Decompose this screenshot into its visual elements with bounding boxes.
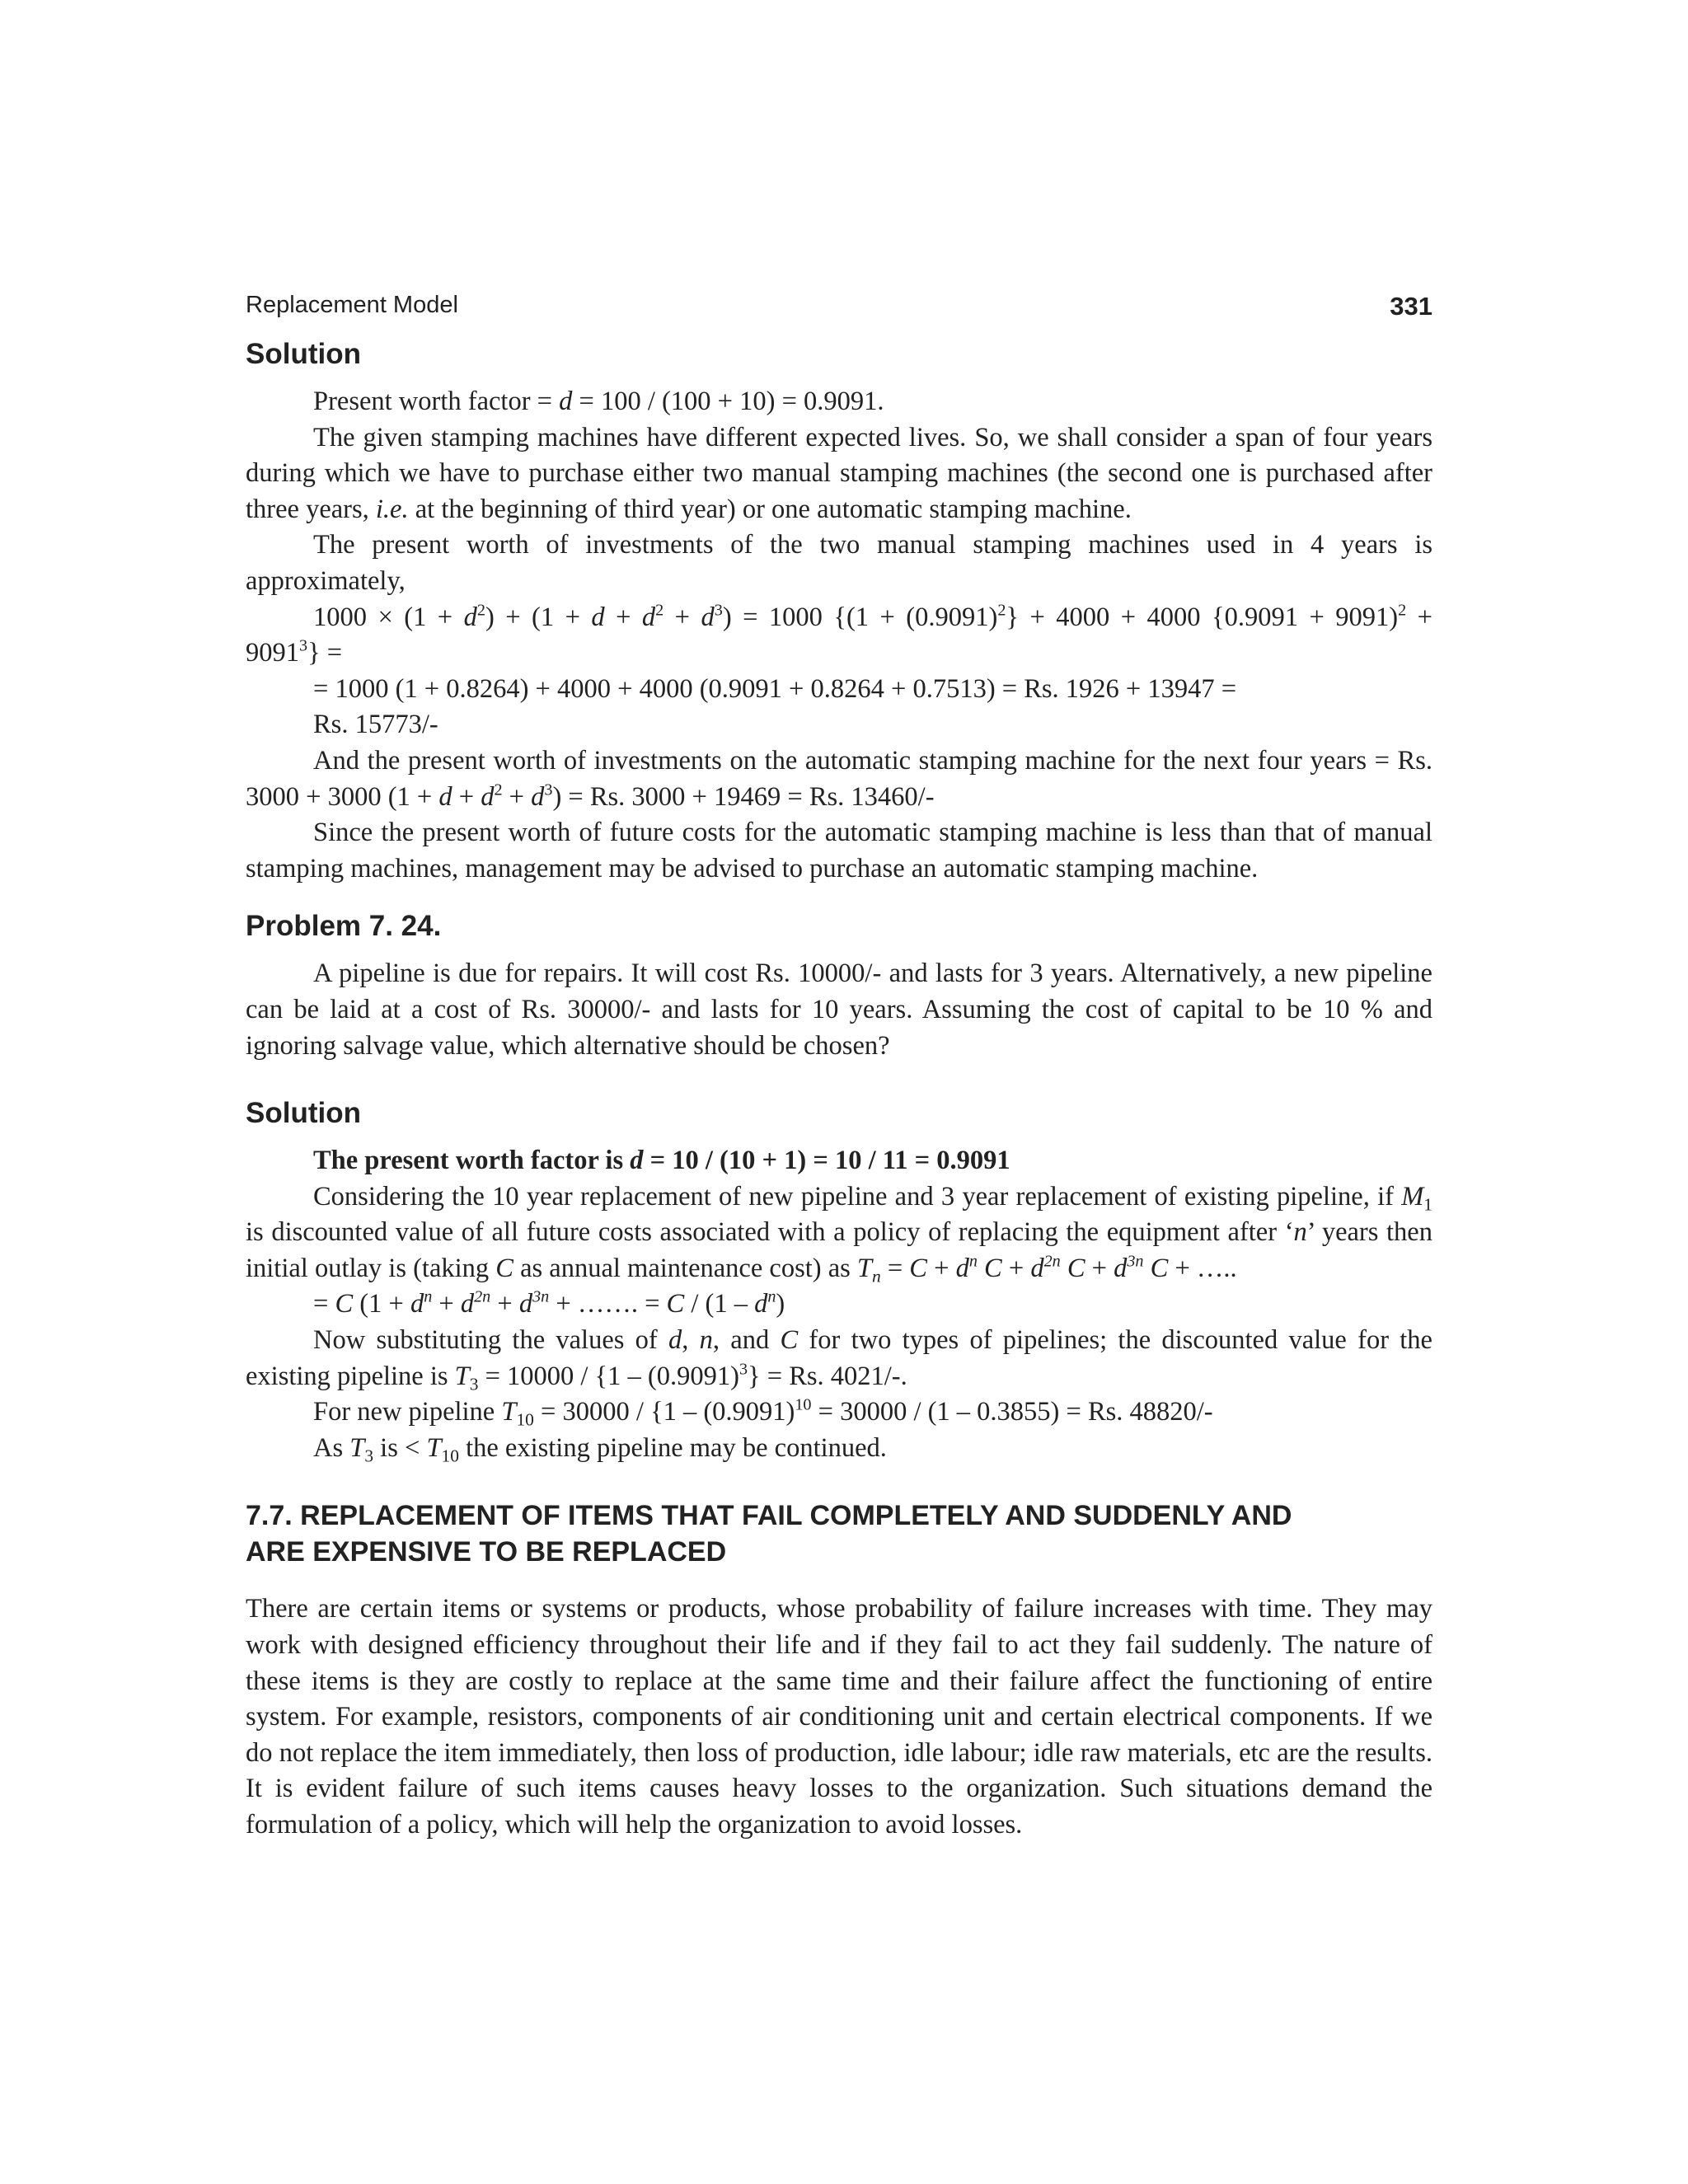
- equation-manual-1: $1000 \times (1 + d^2) + (1 + d + d^2 + d^3) = 1000$ {$(1 + (0.9091)^2\} + 4000 + 4000$ {0.9091 + 9091)$^2$ +: [313, 601, 1432, 632]
- equation-new-pipeline: For new pipeline $T_{10} = 30000 / \{1 - (0.9091)^{10} = 30000 / (1 - 0.3855) = Rs$. 48820/-: [313, 1395, 1213, 1430]
- problem-text: A pipeline is due for repairs. It will cost Rs. 10000/- and lasts for 3 years. Alternatively, a new pipeline can be laid at a cost of Rs. 30000/- and lasts for 10 years. Assuming the cost of capital to be 10 % and ignoring salvage value, which alternative should be chosen?: [246, 958, 1432, 1061]
- equation-manual-2: = 1000 (1 + 0.8264) + 4000 + 4000 (0.9091 + 0.8264 + 0.7513) = Rs. 1926 + 13947 =: [313, 673, 1237, 704]
- paragraph-conclusion: Since the present worth of future costs for the automatic stamping machine is less than that of manual stamping machines, management may be advised to purchase an automatic stamping machine.: [246, 818, 1432, 883]
- worth-factor-line: Present worth factor = d = 100 / (100 + 10) = 0.9091.: [313, 387, 884, 416]
- page-content: [246, 288, 1432, 1844]
- paragraph-automatic-worth: And the present worth of investments on the automatic stamping machine for the next four years = Rs. 3000 + 3000 $(1 + d + d^2 + d^3) = Rs$. 3000 + 19469 = Rs. 13460/-: [246, 745, 1432, 812]
- running-head-title: Replacement Model: [246, 292, 458, 318]
- pipeline-conclusion: As $T_3$ is < $T_{10}$ the existing pipeline may be continued.: [313, 1432, 887, 1466]
- problem-heading: Problem 7. 24.: [246, 910, 442, 943]
- paragraph-manual-worth: The present worth of investments of the two manual stamping machines used in 4 years is approximately,: [246, 530, 1432, 596]
- worth-factor-bold: The present worth factor is d = 10 / (10 + 1) = 10 / 11 = 0.9091: [313, 1146, 1010, 1176]
- solution-heading: Solution: [246, 338, 361, 370]
- section-text: There are certain items or systems or products, whose probability of failure increases with time. They may work with designed efficiency throughout their life and if they fail to act they fail suddenly. The nature of these items is they are costly to replace at the same time and their failure affect the functioning of entire system. For example, resistors, components of air conditioning unit and certain electrical components. If we do not replace the item immediately, then loss of production, idle labour; idle raw materials, etc are the results. It is evident failure of such items causes heavy losses to the organization. Such situations demand the formulation of a policy, which will help the organization to avoid losses.: [246, 1594, 1432, 1840]
- running-head: [246, 288, 1432, 330]
- paragraph-existing-pipeline: Now substituting the values of d, n, and C for two types of pipelines; the discounted value for the existing pipeline is $T_3 = 10000 / \{1 - (0.9091)^3\} = Rs$. 4021/-.: [246, 1325, 1432, 1394]
- solution-heading-2: Solution: [246, 1097, 361, 1130]
- paragraph-span: The given stamping machines have different expected lives. So, we shall consider a span of four years during which we have to purchase either two manual stamping machines (the second one is purchased after three years, i.e. at the beginning of third year) or one automatic stamping machine.: [246, 422, 1432, 524]
- equation-manual-result: Rs. 15773/-: [313, 710, 438, 740]
- page-number: 331: [1390, 292, 1432, 321]
- paragraph-pipeline-policy: Considering the 10 year replacement of new pipeline and 3 year replacement of existing pipeline, if $M_1$ is discounted value of all future costs associated with a policy of replacing the equipment after ‘n’ years then initial outlay is (taking C as annual maintenance cost) as $T_n = C + d^n$ $C + d^{2n}$ $C + d^{3n}$ C + …..: [246, 1181, 1432, 1286]
- equation-manual-1-cont: $9091^3$} =: [246, 636, 343, 668]
- section-heading: 7.7. REPLACEMENT OF ITEMS THAT FAIL COMPLETELY AND SUDDENLY AND ARE EXPENSIVE TO BE REPLACED: [246, 1500, 1292, 1568]
- equation-series: = C ($1 + d^n + d^{2n} + d^{3n}$ + ……. = C / $(1 - d^n)$: [313, 1287, 785, 1319]
